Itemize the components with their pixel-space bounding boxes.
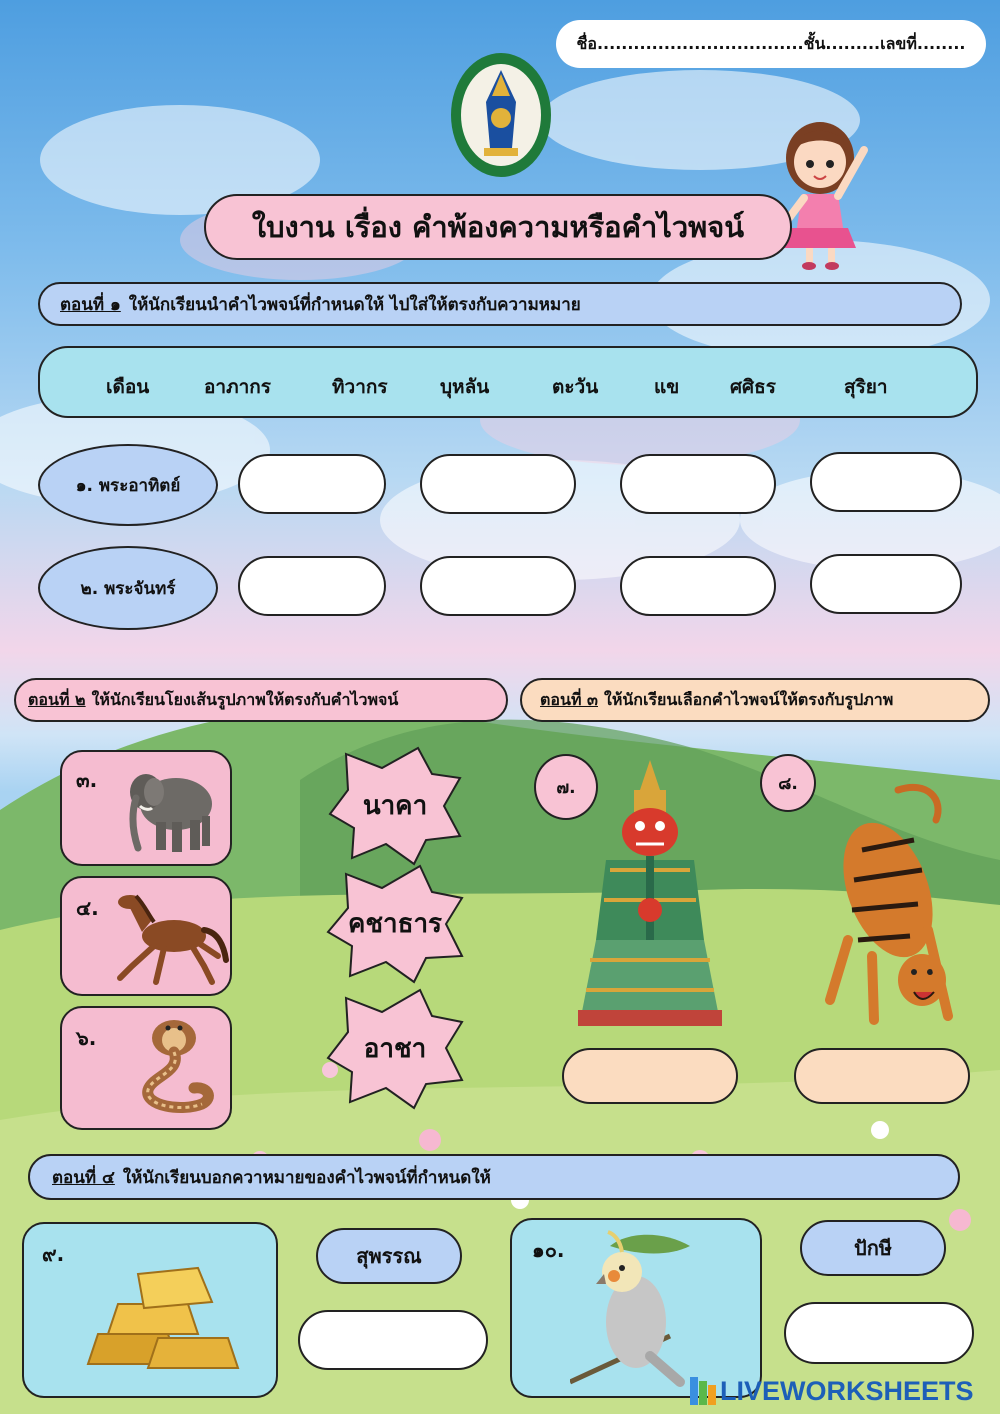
section4-header (28, 1154, 960, 1200)
word-bank-item: ทิวากร (332, 376, 388, 398)
giant-yaksha-icon (570, 760, 730, 1030)
word-bank-item: ศศิธร (730, 376, 776, 398)
picture-card-9 (22, 1222, 278, 1398)
answer-box-2d[interactable] (810, 554, 962, 614)
answer-box-1a[interactable] (238, 454, 386, 514)
section2-label: ตอนที่ ๒ (28, 689, 86, 709)
word-bank-item: แข (654, 376, 680, 398)
word-text: ปักษี (854, 1236, 892, 1260)
word-suphan (316, 1228, 462, 1284)
gold-bars-icon (78, 1264, 248, 1384)
answer-box-1b[interactable] (420, 454, 576, 514)
answer-box-10[interactable] (784, 1302, 974, 1364)
item-number: ๖. (76, 1026, 97, 1050)
item-number: ๗. (556, 777, 576, 798)
section2-header (14, 678, 508, 722)
tiger-icon (818, 780, 954, 1036)
section4-instruction: ให้นักเรียนบอกควาหมายของคำไวพจน์ที่กำหนดให้ (122, 1167, 491, 1188)
section4-label: ตอนที่ ๔ (52, 1167, 115, 1188)
answer-box-1c[interactable] (620, 454, 776, 514)
question-1-label (38, 444, 218, 526)
answer-box-1d[interactable] (810, 452, 962, 512)
picture-card-10 (510, 1218, 762, 1398)
page-title (204, 194, 792, 260)
word-burst-text: อาชา (363, 1033, 427, 1064)
item-number: ๑๐. (532, 1238, 565, 1262)
horse-icon (108, 886, 230, 990)
picture-card-4[interactable] (60, 876, 232, 996)
section2-instruction: ให้นักเรียนโยงเส้นรูปภาพให้ตรงกับคำไวพจน์ (91, 689, 399, 709)
section1-label: ตอนที่ ๑ (60, 294, 121, 315)
answer-box-2a[interactable] (238, 556, 386, 616)
picture-card-3[interactable] (60, 750, 232, 866)
section3-label: ตอนที่ ๓ (540, 689, 598, 709)
answer-box-2b[interactable] (420, 556, 576, 616)
item-number: ๔. (76, 896, 99, 920)
section3-instruction: ให้นักเรียนเลือกคำไวพจน์ให้ตรงกับรูปภาพ (604, 689, 894, 709)
word-bank (38, 346, 978, 418)
item-number: ๘. (778, 773, 798, 794)
word-burst-text: นาคา (362, 790, 428, 821)
liveworksheets-wordmark: LIVEWORKSHEETS (720, 1375, 974, 1406)
section1-instruction: ให้นักเรียนนำคำไวพจน์ที่กำหนดให้ ไปใส่ให้ตรงกับความหมาย (128, 294, 581, 315)
answer-box-7[interactable] (562, 1048, 738, 1104)
answer-box-9[interactable] (298, 1310, 488, 1370)
liveworksheets-badge-icon (690, 1377, 716, 1405)
word-burst-text: คชาธาร (347, 908, 443, 939)
student-info-field[interactable] (556, 20, 986, 68)
word-bank-item: บุหลัน (440, 376, 490, 398)
word-burst-naka[interactable] (326, 744, 464, 866)
word-pakshi (800, 1220, 946, 1276)
item-number: ๙. (42, 1242, 65, 1266)
question-2-label (38, 546, 218, 630)
liveworksheets-logo (690, 1374, 990, 1408)
answer-box-2c[interactable] (620, 556, 776, 616)
item-8-badge (760, 754, 816, 812)
word-burst-acha[interactable] (324, 986, 466, 1110)
cobra-icon (122, 1016, 218, 1126)
word-bank-item: อาภากร (204, 376, 271, 398)
section3-header (520, 678, 990, 722)
university-seal-icon (450, 52, 552, 178)
cockatiel-icon (570, 1226, 700, 1392)
answer-box-8[interactable] (794, 1048, 970, 1104)
word-bank-item: สุริยา (844, 376, 888, 398)
item-number: ๓. (76, 768, 98, 792)
word-text: สุพรรณ (356, 1244, 422, 1268)
question-2-text: ๒. พระจันทร์ (80, 578, 176, 599)
page-title-text: ใบงาน เรื่อง คำพ้องความหรือคำไวพจน์ (251, 210, 745, 244)
question-1-text: ๑. พระอาทิตย์ (75, 475, 181, 496)
picture-card-6[interactable] (60, 1006, 232, 1130)
word-bank-item: ตะวัน (552, 376, 599, 398)
word-burst-khachathan[interactable] (324, 862, 466, 984)
word-bank-item: เดือน (106, 376, 150, 398)
student-info-label: ชื่อ..................................ชั้น.........เลขที่........ (576, 33, 966, 53)
elephant-icon (124, 758, 220, 858)
section1-header (38, 282, 962, 326)
